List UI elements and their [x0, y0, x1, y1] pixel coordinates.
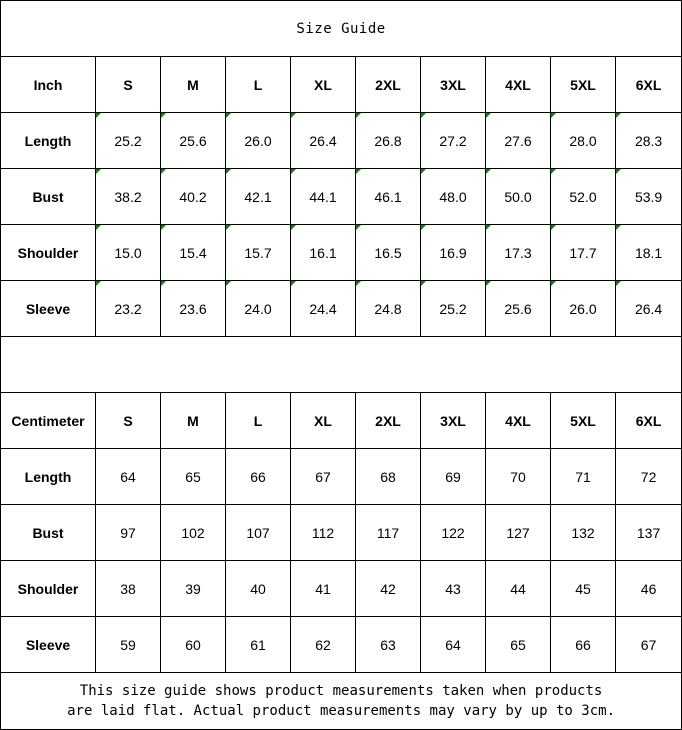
table-cell: 102	[161, 505, 226, 561]
row-label: Length	[1, 113, 96, 169]
cm-header-cell: L	[226, 393, 291, 449]
table-cell: 97	[96, 505, 161, 561]
table-cell: 18.1	[616, 225, 682, 281]
table-cell: 52.0	[551, 169, 616, 225]
table-row	[1, 281, 682, 337]
section-divider	[1, 337, 682, 393]
table-cell: 63	[356, 617, 421, 673]
note-line: This size guide shows product measurements taken when products	[79, 683, 603, 699]
cm-header-cell: XL	[291, 393, 356, 449]
table-cell: 25.6	[161, 113, 226, 169]
inch-header-cell: 4XL	[486, 57, 551, 113]
table-cell: 70	[486, 449, 551, 505]
table-cell: 26.0	[226, 113, 291, 169]
table-cell: 64	[421, 617, 486, 673]
table-cell: 17.3	[486, 225, 551, 281]
table-cell: 17.7	[551, 225, 616, 281]
inch-header-cell: 5XL	[551, 57, 616, 113]
inch-header-cell: Inch	[1, 57, 96, 113]
row-label: Sleeve	[1, 281, 96, 337]
row-label: Bust	[1, 169, 96, 225]
table-cell: 40.2	[161, 169, 226, 225]
table-cell: 40	[226, 561, 291, 617]
table-row	[1, 449, 682, 505]
table-cell: 43	[421, 561, 486, 617]
table-cell: 48.0	[421, 169, 486, 225]
row-label: Shoulder	[1, 225, 96, 281]
table-row	[1, 561, 682, 617]
table-cell: 69	[421, 449, 486, 505]
cm-header-cell: 4XL	[486, 393, 551, 449]
table-cell: 38.2	[96, 169, 161, 225]
table-cell: 66	[551, 617, 616, 673]
table-cell: 45	[551, 561, 616, 617]
table-cell: 28.0	[551, 113, 616, 169]
row-label: Sleeve	[1, 617, 96, 673]
row-label: Length	[1, 449, 96, 505]
cm-header-cell: 2XL	[356, 393, 421, 449]
row-label: Shoulder	[1, 561, 96, 617]
table-cell: 27.2	[421, 113, 486, 169]
table-cell: 23.2	[96, 281, 161, 337]
cm-header-cell: 3XL	[421, 393, 486, 449]
table-cell: 122	[421, 505, 486, 561]
table-row	[1, 505, 682, 561]
table-cell: 132	[551, 505, 616, 561]
inch-header-cell: 2XL	[356, 57, 421, 113]
table-cell: 28.3	[616, 113, 682, 169]
cm-header-row	[1, 393, 682, 449]
table-cell: 65	[486, 617, 551, 673]
table-cell: 44.1	[291, 169, 356, 225]
table-cell: 26.4	[291, 113, 356, 169]
table-cell: 24.0	[226, 281, 291, 337]
inch-header-cell: 6XL	[616, 57, 682, 113]
table-cell: 24.4	[291, 281, 356, 337]
table-cell: 26.8	[356, 113, 421, 169]
table-row	[1, 113, 682, 169]
table-cell: 25.2	[96, 113, 161, 169]
table-cell: 72	[616, 449, 682, 505]
table-cell: 16.5	[356, 225, 421, 281]
table-cell: 16.9	[421, 225, 486, 281]
table-cell: 15.7	[226, 225, 291, 281]
table-cell: 26.0	[551, 281, 616, 337]
table-cell: 62	[291, 617, 356, 673]
table-cell: 46.1	[356, 169, 421, 225]
table-cell: 39	[161, 561, 226, 617]
table-cell: 23.6	[161, 281, 226, 337]
table-row	[1, 617, 682, 673]
table-cell: 44	[486, 561, 551, 617]
table-row	[1, 225, 682, 281]
table-cell: 46	[616, 561, 682, 617]
table-cell: 15.4	[161, 225, 226, 281]
table-cell: 25.2	[421, 281, 486, 337]
table-cell: 67	[291, 449, 356, 505]
table-cell: 53.9	[616, 169, 682, 225]
table-cell: 68	[356, 449, 421, 505]
note-line: are laid flat. Actual product measurements may vary by up to 3cm.	[67, 703, 615, 719]
cm-header-cell: M	[161, 393, 226, 449]
table-cell: 112	[291, 505, 356, 561]
cm-header-cell: 5XL	[551, 393, 616, 449]
inch-header-cell: S	[96, 57, 161, 113]
inch-header-row	[1, 57, 682, 113]
table-cell: 137	[616, 505, 682, 561]
measurement-note	[1, 673, 682, 730]
table-cell: 42.1	[226, 169, 291, 225]
table-cell: 67	[616, 617, 682, 673]
table-cell: 26.4	[616, 281, 682, 337]
table-cell: 65	[161, 449, 226, 505]
table-cell: 41	[291, 561, 356, 617]
table-cell: 66	[226, 449, 291, 505]
inch-header-cell: M	[161, 57, 226, 113]
inch-header-cell: 3XL	[421, 57, 486, 113]
table-cell: 60	[161, 617, 226, 673]
table-cell: 42	[356, 561, 421, 617]
table-cell: 25.6	[486, 281, 551, 337]
table-cell: 38	[96, 561, 161, 617]
table-cell: 24.8	[356, 281, 421, 337]
table-cell: 16.1	[291, 225, 356, 281]
inch-header-cell: XL	[291, 57, 356, 113]
page-title: Size Guide	[1, 1, 682, 57]
table-cell: 50.0	[486, 169, 551, 225]
table-cell: 71	[551, 449, 616, 505]
table-cell: 61	[226, 617, 291, 673]
table-cell: 127	[486, 505, 551, 561]
row-label: Bust	[1, 505, 96, 561]
table-cell: 64	[96, 449, 161, 505]
table-row	[1, 169, 682, 225]
table-cell: 117	[356, 505, 421, 561]
table-cell: 27.6	[486, 113, 551, 169]
cm-header-cell: Centimeter	[1, 393, 96, 449]
cm-header-cell: S	[96, 393, 161, 449]
cm-header-cell: 6XL	[616, 393, 682, 449]
table-cell: 15.0	[96, 225, 161, 281]
table-cell: 59	[96, 617, 161, 673]
inch-header-cell: L	[226, 57, 291, 113]
table-cell: 107	[226, 505, 291, 561]
